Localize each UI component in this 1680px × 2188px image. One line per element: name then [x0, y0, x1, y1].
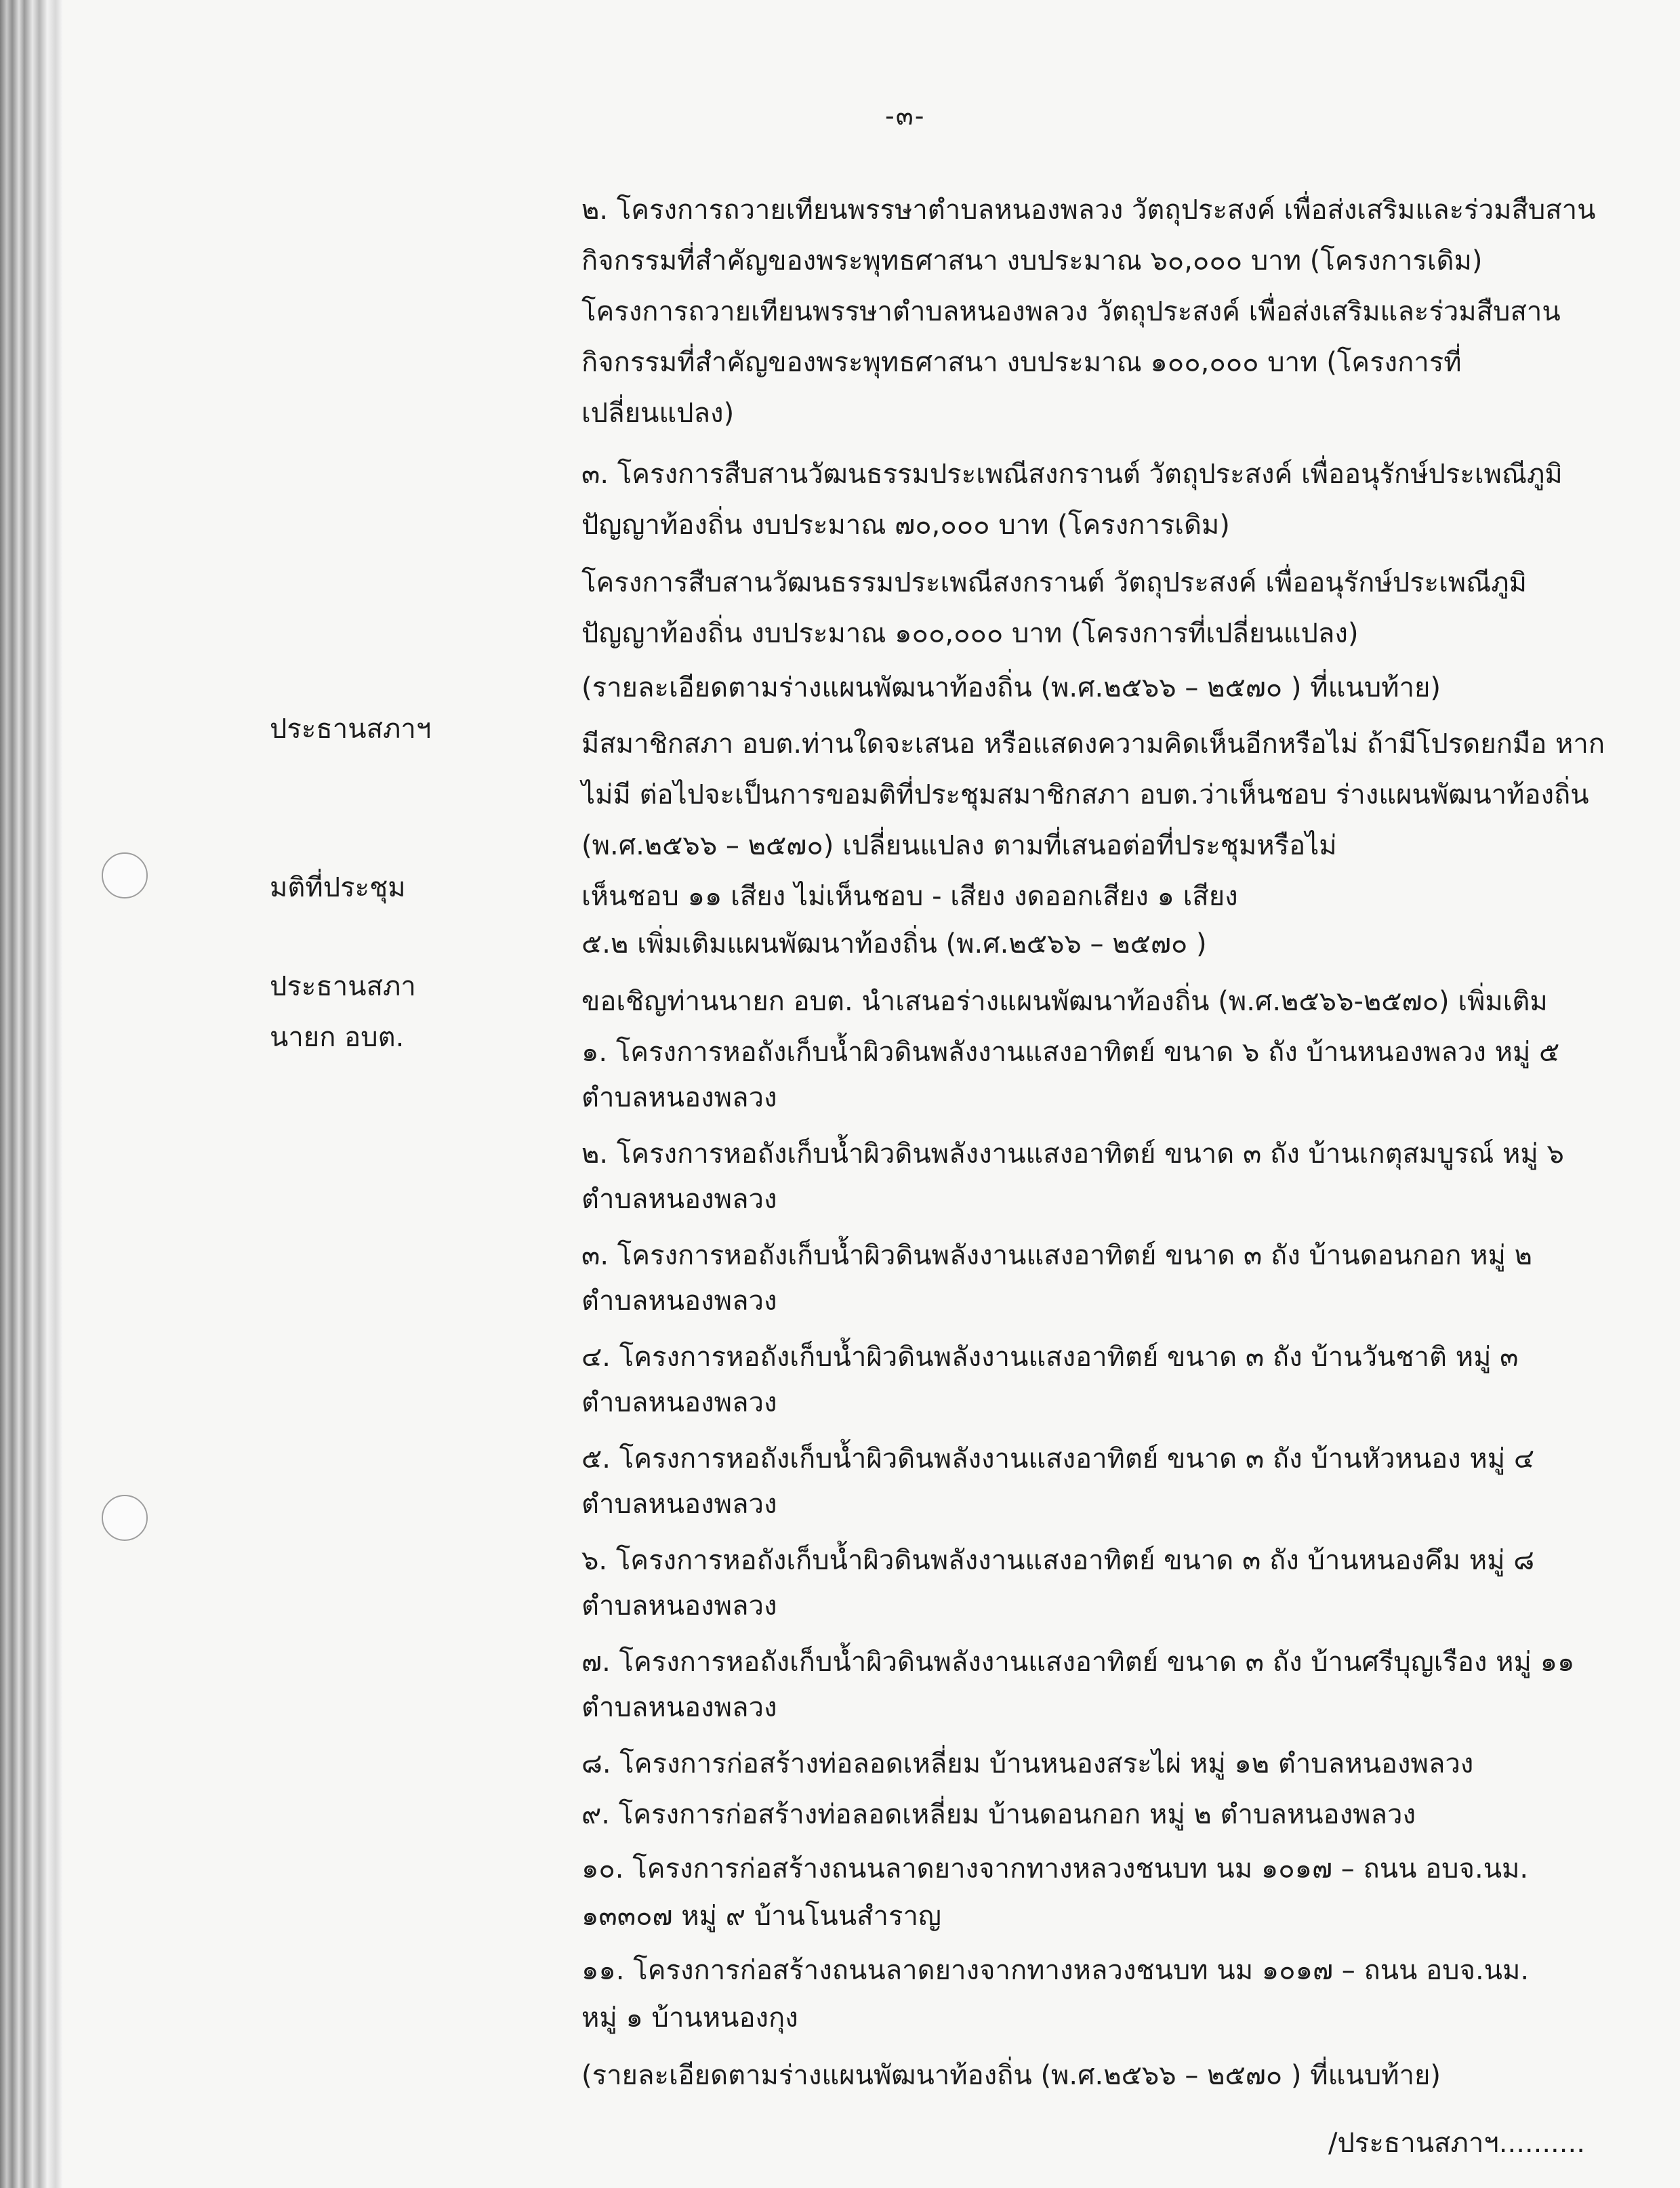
body-line: กิจกรรมที่สำคัญของพระพุทธศาสนา งบประมาณ ๑๐๐,๐๐๐ บาท (โครงการที่: [581, 347, 1462, 378]
body-line: ปัญญาท้องถิ่น งบประมาณ ๑๐๐,๐๐๐ บาท (โครงการที่เปลี่ยนแปลง): [581, 618, 1359, 649]
body-line: ๙. โครงการก่อสร้างท่อลอดเหลี่ยม บ้านดอนกอก หมู่ ๒ ตำบลหนองพลวง: [581, 1799, 1416, 1830]
body-line: (รายละเอียดตามร่างแผนพัฒนาท้องถิ่น (พ.ศ.๒๕๖๖ – ๒๕๗๐ ) ที่แนบท้าย): [581, 672, 1441, 703]
body-line: ๒. โครงการหอถังเก็บน้ำผิวดินพลังงานแสงอาทิตย์ ขนาด ๓ ถัง บ้านเกตุสมบูรณ์ หมู่ ๖: [581, 1138, 1564, 1170]
continuation-note: /ประธานสภาฯ..........: [1328, 2128, 1585, 2159]
body-line: ตำบลหนองพลวง: [581, 1082, 777, 1113]
body-line: ๕. โครงการหอถังเก็บน้ำผิวดินพลังงานแสงอาทิตย์ ขนาด ๓ ถัง บ้านหัวหนอง หมู่ ๔: [581, 1443, 1535, 1474]
body-line: ตำบลหนองพลวง: [581, 1692, 777, 1723]
punch-hole: [102, 1495, 148, 1541]
body-line: ๘. โครงการก่อสร้างท่อลอดเหลี่ยม บ้านหนองสระไผ่ หมู่ ๑๒ ตำบลหนองพลวง: [581, 1748, 1474, 1779]
body-line: ๔. โครงการหอถังเก็บน้ำผิวดินพลังงานแสงอาทิตย์ ขนาด ๓ ถัง บ้านวันชาติ หมู่ ๓: [581, 1342, 1519, 1373]
body-line: หมู่ ๑ บ้านหนองกุง: [581, 2002, 798, 2034]
body-line: ปัญญาท้องถิ่น งบประมาณ ๗๐,๐๐๐ บาท (โครงการเดิม): [581, 510, 1230, 541]
speaker-label: นายก อบต.: [270, 1022, 405, 1053]
body-line: ตำบลหนองพลวง: [581, 1489, 777, 1520]
body-line: โครงการสืบสานวัฒนธรรมประเพณีสงกรานต์ วัตถุประสงค์ เพื่ออนุรักษ์ประเพณีภูมิ: [581, 567, 1527, 598]
punch-hole: [102, 852, 148, 899]
body-line: ๕.๒ เพิ่มเติมแผนพัฒนาท้องถิ่น (พ.ศ.๒๕๖๖ – ๒๕๗๐ ): [581, 928, 1207, 959]
body-line: ๓. โครงการสืบสานวัฒนธรรมประเพณีสงกรานต์ วัตถุประสงค์ เพื่ออนุรักษ์ประเพณีภูมิ: [581, 459, 1563, 490]
body-line: ๖. โครงการหอถังเก็บน้ำผิวดินพลังงานแสงอาทิตย์ ขนาด ๓ ถัง บ้านหนองคึม หมู่ ๘: [581, 1545, 1535, 1576]
body-line: ๑. โครงการหอถังเก็บน้ำผิวดินพลังงานแสงอาทิตย์ ขนาด ๖ ถัง บ้านหนองพลวง หมู่ ๕: [581, 1037, 1560, 1068]
speaker-label: ประธานสภา: [270, 971, 416, 1002]
body-line: เห็นชอบ ๑๑ เสียง ไม่เห็นชอบ - เสียง งดออกเสียง ๑ เสียง: [581, 881, 1238, 912]
body-line: ๑๐. โครงการก่อสร้างถนนลาดยางจากทางหลวงชนบท นม ๑๐๑๗ – ถนน อบจ.นม.: [581, 1853, 1529, 1884]
body-line: ตำบลหนองพลวง: [581, 1285, 777, 1317]
body-line: ๑๓๓๐๗ หมู่ ๙ บ้านโนนสำราญ: [581, 1901, 942, 1932]
body-line: ๑๑. โครงการก่อสร้างถนนลาดยางจากทางหลวงชนบท นม ๑๐๑๗ – ถนน อบจ.นม.: [581, 1955, 1530, 1986]
body-line: ตำบลหนองพลวง: [581, 1590, 777, 1622]
body-line: ๓. โครงการหอถังเก็บน้ำผิวดินพลังงานแสงอาทิตย์ ขนาด ๓ ถัง บ้านดอนกอก หมู่ ๒: [581, 1240, 1532, 1271]
body-line: ไม่มี ต่อไปจะเป็นการขอมติที่ประชุมสมาชิกสภา อบต.ว่าเห็นชอบ ร่างแผนพัฒนาท้องถิ่น: [581, 779, 1589, 810]
body-line: ขอเชิญท่านนายก อบต. นำเสนอร่างแผนพัฒนาท้องถิ่น (พ.ศ.๒๕๖๖-๒๕๗๐) เพิ่มเติม: [581, 986, 1548, 1017]
body-line: ๗. โครงการหอถังเก็บน้ำผิวดินพลังงานแสงอาทิตย์ ขนาด ๓ ถัง บ้านศรีบุญเรือง หมู่ ๑๑: [581, 1647, 1575, 1678]
body-line: กิจกรรมที่สำคัญของพระพุทธศาสนา งบประมาณ ๖๐,๐๐๐ บาท (โครงการเดิม): [581, 245, 1483, 276]
body-line: ตำบลหนองพลวง: [581, 1184, 777, 1215]
body-line: ๒. โครงการถวายเทียนพรรษาตำบลหนองพลวง วัตถุประสงค์ เพื่อส่งเสริมและร่วมสืบสาน: [581, 194, 1596, 226]
body-line: (พ.ศ.๒๕๖๖ – ๒๕๗๐) เปลี่ยนแปลง ตามที่เสนอต่อที่ประชุมหรือไม่: [581, 830, 1337, 861]
binder-edge: [0, 0, 62, 2188]
body-line: เปลี่ยนแปลง): [581, 398, 735, 429]
page-number: -๓-: [885, 101, 926, 131]
body-line: (รายละเอียดตามร่างแผนพัฒนาท้องถิ่น (พ.ศ.๒๕๖๖ – ๒๕๗๐ ) ที่แนบท้าย): [581, 2060, 1441, 2091]
body-line: โครงการถวายเทียนพรรษาตำบลหนองพลวง วัตถุประสงค์ เพื่อส่งเสริมและร่วมสืบสาน: [581, 296, 1561, 327]
body-line: มีสมาชิกสภา อบต.ท่านใดจะเสนอ หรือแสดงความคิดเห็นอีกหรือไม่ ถ้ามีโปรดยกมือ หาก: [581, 728, 1605, 760]
speaker-label: ประธานสภาฯ: [270, 714, 432, 745]
speaker-label: มติที่ประชุม: [270, 872, 406, 903]
body-line: ตำบลหนองพลวง: [581, 1387, 777, 1418]
